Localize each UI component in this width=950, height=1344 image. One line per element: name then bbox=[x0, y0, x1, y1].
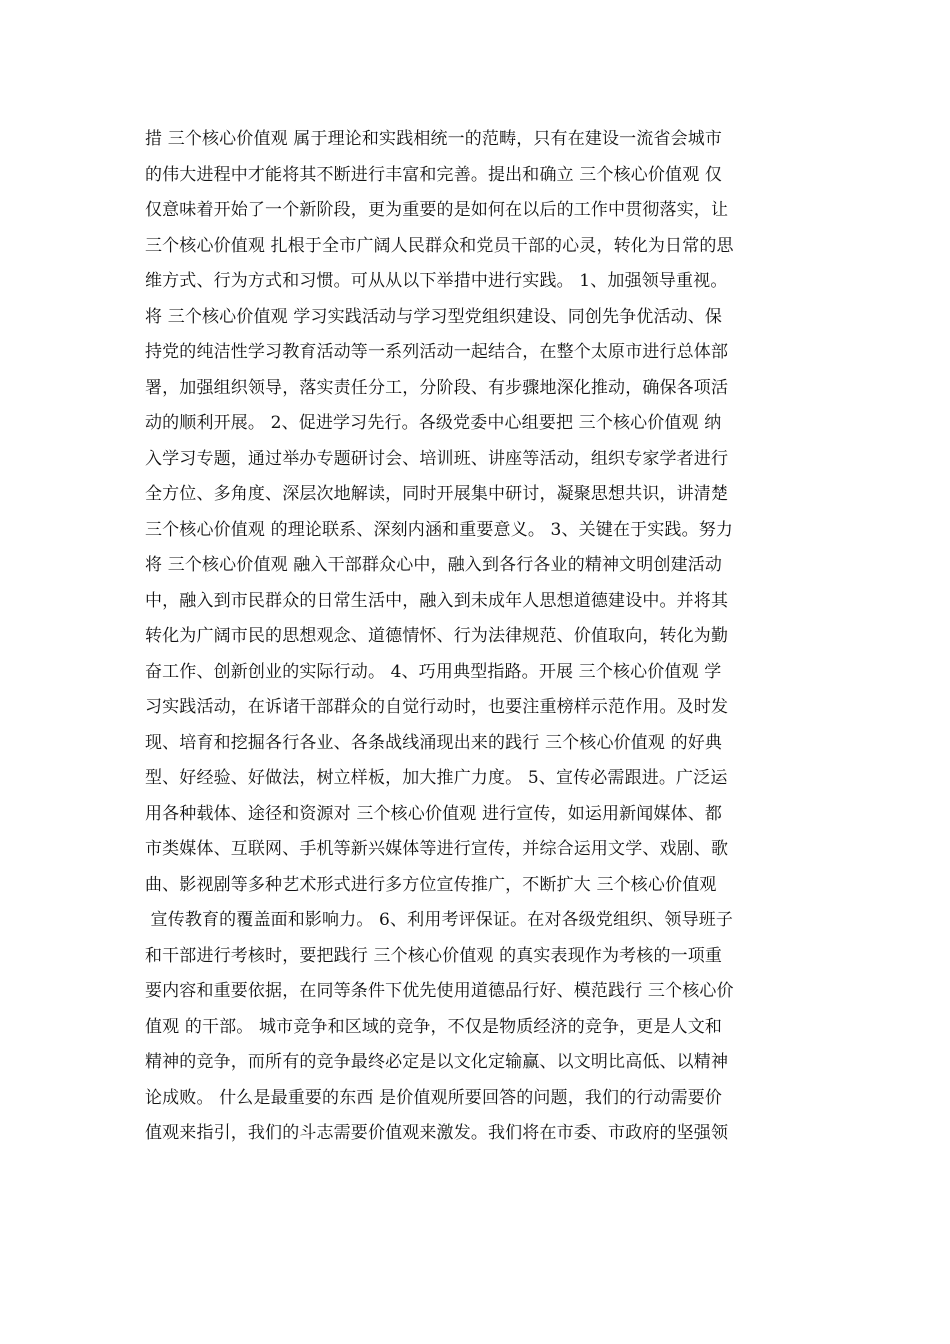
text-line: 中，融入到市民群众的日常生活中，融入到未成年人思想道德建设中。并将其 bbox=[145, 590, 729, 611]
text-line: 署，加强组织领导，落实责任分工，分阶段、有步骤地深化推动，确保各项活 bbox=[145, 377, 729, 398]
text-line: 要内容和重要依据，在同等条件下优先使用道德品行好、模范践行 三个核心价 bbox=[145, 981, 734, 1001]
text-line: 转化为广阔市民的思想观念、道德情怀、行为法律规范、价值取向，转化为勤 bbox=[145, 626, 729, 646]
text-line: 用各种载体、途径和资源对 三个核心价值观 进行宣传，如运用新闻媒体、都 bbox=[145, 803, 723, 824]
text-line: 值观 的干部。 城市竞争和区域的竞争，不仅是物质经济的竞争，更是人文和 bbox=[145, 1016, 723, 1037]
text-line: 动的顺利开展。 2、促进学习先行。各级党委中心组要把 三个核心价值观 纳 bbox=[145, 413, 722, 433]
text-line: 三个核心价值观 扎根于全市广阔人民群众和党员干部的心灵，转化为日常的思 bbox=[145, 235, 734, 256]
text-line: 持党的纯洁性学习教育活动等一系列活动一起结合，在整个太原市进行总体部 bbox=[145, 342, 729, 362]
body-text bbox=[145, 122, 825, 1152]
text-line: 论成败。 什么是最重要的东西 是价值观所要回答的问题，我们的行动需要价 bbox=[145, 1087, 723, 1108]
text-line: 习实践活动，在诉诸干部群众的自觉行动时，也要注重榜样示范作用。及时发 bbox=[145, 697, 729, 717]
text-line: 入学习专题，通过举办专题研讨会、培训班、讲座等活动，组织专家学者进行 bbox=[145, 448, 729, 469]
text-line: 和干部进行考核时，要把践行 三个核心价值观 的真实表现作为考核的一项重 bbox=[145, 945, 723, 966]
text-line: 仅意味着开始了一个新阶段，更为重要的是如何在以后的工作中贯彻落实，让 bbox=[145, 200, 729, 220]
text-line: 值观来指引，我们的斗志需要价值观来激发。我们将在市委、市政府的坚强领 bbox=[145, 1123, 729, 1143]
text-line: 市类媒体、互联网、手机等新兴媒体等进行宣传，并综合运用文学、戏剧、歌 bbox=[145, 839, 729, 859]
text-line: 三个核心价值观 的理论联系、深刻内涵和重要意义。 3、关键在于实践。努力 bbox=[145, 519, 734, 540]
text-line: 现、培育和挖掘各行各业、各条战线涌现出来的践行 三个核心价值观 的好典 bbox=[145, 732, 723, 753]
text-line: 的伟大进程中才能将其不断进行丰富和完善。提出和确立 三个核心价值观 仅 bbox=[145, 164, 723, 185]
text-line: 措 三个核心价值观 属于理论和实践相统一的范畴，只有在建设一流省会城市 bbox=[145, 129, 723, 149]
text-line: 将 三个核心价值观 学习实践活动与学习型党组织建设、同创先争优活动、保 bbox=[145, 306, 723, 327]
text-line: 宣传教育的覆盖面和影响力。 6、利用考评保证。在对各级党组织、领导班子 bbox=[145, 910, 734, 930]
text-line: 维方式、行为方式和习惯。可从从以下举措中进行实践。 1、加强领导重视。 bbox=[145, 271, 728, 291]
text-line: 将 三个核心价值观 融入干部群众心中，融入到各行各业的精神文明创建活动 bbox=[145, 555, 723, 575]
text-line: 曲、影视剧等多种艺术形式进行多方位宣传推广，不断扩大 三个核心价值观 bbox=[145, 874, 717, 895]
text-line: 全方位、多角度、深层次地解读，同时开展集中研讨，凝聚思想共识，讲清楚 bbox=[145, 484, 729, 504]
text-line: 精神的竞争，而所有的竞争最终必定是以文化定输赢、以文明比高低、以精神 bbox=[145, 1052, 729, 1072]
text-line: 奋工作、创新创业的实际行动。 4、巧用典型指路。开展 三个核心价值观 学 bbox=[145, 661, 722, 682]
text-line: 型、好经验、好做法，树立样板，加大推广力度。 5、宣传必需跟进。广泛运 bbox=[145, 768, 728, 788]
